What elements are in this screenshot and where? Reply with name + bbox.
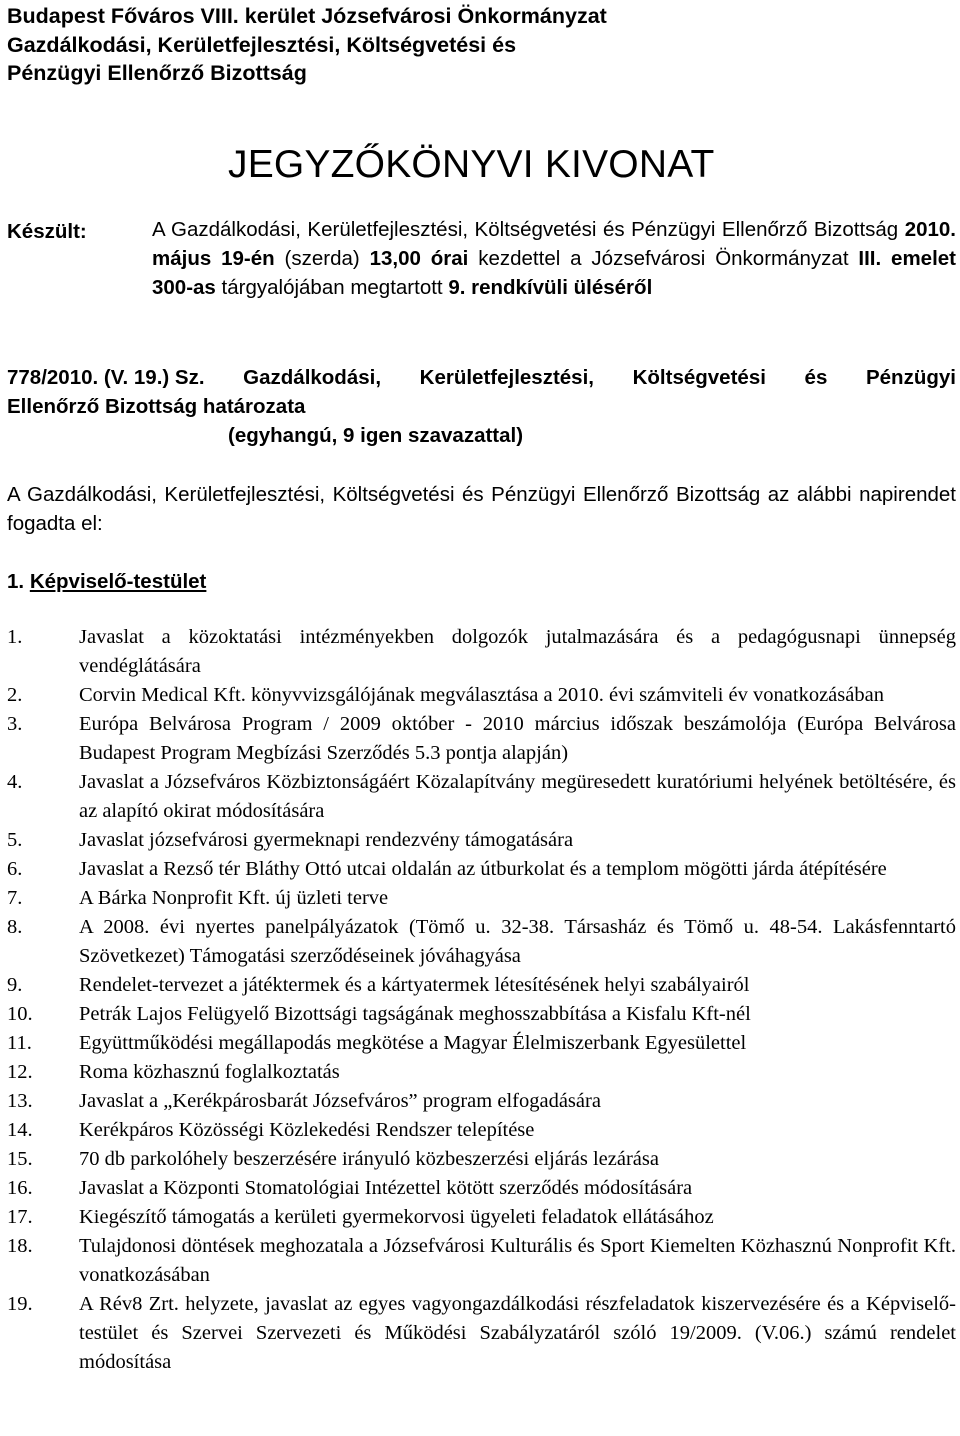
prepared-part-7: tárgyalójában megtartott xyxy=(215,276,449,299)
agenda-item xyxy=(0,1087,956,1116)
agenda-item-number: 13. xyxy=(7,1090,33,1112)
agenda-item-number: 7. xyxy=(7,887,23,909)
agenda-item xyxy=(0,826,956,855)
meeting-date: 2010. május 19-én xyxy=(152,218,956,270)
agenda-item-number: 10. xyxy=(7,1003,33,1025)
agenda-item-number: 8. xyxy=(7,916,23,938)
agenda-intro: A Gazdálkodási, Kerületfejlesztési, Költségvetési és Pénzügyi Ellenőrző Bizottság az alábbi napirendet fogadta el: xyxy=(7,483,956,535)
agenda-item-number: 4. xyxy=(7,771,23,793)
agenda-item-text: Európa Belvárosa Program / 2009 október - 2010 március időszak beszámolója (Európa Belvárosa Budapest Program Megbízási Szerződés 5.3 pontja alapján) xyxy=(79,713,956,764)
prepared-part-5: kezdettel a Józsefvárosi Önkormányzat xyxy=(468,247,859,270)
agenda-item-text: Javaslat józsefvárosi gyermeknapi rendezvény támogatására xyxy=(79,829,574,851)
agenda-item-text: Javaslat a közoktatási intézményekben dolgozók jutalmazására és a pedagógusnapi ünnepség vendéglátására xyxy=(79,626,956,677)
agenda-item-text: Javaslat a Rezső tér Bláthy Ottó utcai oldalán az útburkolat és a templom mögötti járda átépítésére xyxy=(79,858,887,880)
agenda-item-number: 1. xyxy=(7,626,23,648)
agenda-item-number: 12. xyxy=(7,1061,33,1083)
meeting-type-end: l xyxy=(646,276,653,299)
organization-header xyxy=(7,2,607,88)
agenda-item-text: Javaslat a Józsefváros Közbiztonságáért Közalapítvány megüresedett kuratóriumi helyének betöltésére, és az alapító okirat módosítására xyxy=(79,771,956,822)
agenda-item-number: 5. xyxy=(7,829,23,851)
agenda-item-number: 15. xyxy=(7,1148,33,1170)
agenda-item-text: Petrák Lajos Felügyelő Bizottsági tagságának meghosszabbítása a Kisfalu Kft-nél xyxy=(79,1003,751,1025)
agenda-item-number: 9. xyxy=(7,974,23,996)
agenda-item xyxy=(0,1203,956,1232)
agenda-item-number: 17. xyxy=(7,1206,33,1228)
agenda-item xyxy=(0,768,956,826)
agenda-item-number: 3. xyxy=(7,713,23,735)
decision-heading-cont: Ellenőrző Bizottság határozata xyxy=(7,395,306,418)
agenda-item xyxy=(0,855,956,884)
agenda-item-number: 14. xyxy=(7,1119,33,1141)
agenda-item xyxy=(0,1116,956,1145)
agenda-item-number: 6. xyxy=(7,858,23,880)
agenda-item xyxy=(0,1145,956,1174)
decision-vote: (egyhangú, 9 igen szavazattal) xyxy=(228,424,524,447)
prepared-part-3: (szerda) xyxy=(274,247,370,270)
agenda-item xyxy=(0,1232,956,1290)
meeting-type: 9. rendkívüli ülésérő xyxy=(448,276,647,299)
meeting-location: III. emelet 300-as xyxy=(152,247,956,299)
agenda-item-text: Roma közhasznú foglalkoztatás xyxy=(79,1061,340,1083)
agenda-item xyxy=(0,913,956,971)
agenda-item-text: A Bárka Nonprofit Kft. új üzleti terve xyxy=(79,887,389,909)
decision-word-1: Gazdálkodási, xyxy=(243,366,382,389)
decision-word-4: és xyxy=(804,366,828,389)
decision-word-5: Pénzügyi xyxy=(865,366,956,389)
agenda-list xyxy=(0,623,956,1377)
agenda-item xyxy=(0,971,956,1000)
agenda-item xyxy=(0,623,956,681)
agenda-item-number: 19. xyxy=(7,1293,33,1315)
section-number: 1. xyxy=(7,570,25,593)
agenda-item-text: Tulajdonosi döntések meghozatala a Józsefvárosi Kulturális és Sport Kiemelten Közhasznú Nonprofit Kft. vonatkozásában xyxy=(79,1235,956,1286)
agenda-item xyxy=(0,1174,956,1203)
header-line-2: Gazdálkodási, Kerületfejlesztési, Költségvetési és xyxy=(7,32,517,57)
prepared-description xyxy=(152,215,956,302)
agenda-item-text: Corvin Medical Kft. könyvvizsgálójának megválasztása a 2010. évi számviteli év vonatkozásában xyxy=(79,684,884,706)
agenda-item xyxy=(0,1290,956,1377)
decision-word-3: Költségvetési xyxy=(632,366,766,389)
agenda-item xyxy=(0,1029,956,1058)
prepared-label: Készült: xyxy=(7,220,87,243)
agenda-item-text: Együttműködési megállapodás megkötése a Magyar Élelmiszerbank Egyesülettel xyxy=(79,1032,747,1054)
decision-word-2: Kerületfejlesztési, xyxy=(419,366,594,389)
prepared-part-1: A Gazdálkodási, Kerületfejlesztési, Költségvetési és Pénzügyi Ellenőrző Bizottság xyxy=(152,218,905,241)
agenda-item xyxy=(0,1000,956,1029)
agenda-item xyxy=(0,1058,956,1087)
document-title: JEGYZŐKÖNYVI KIVONAT xyxy=(228,143,715,186)
agenda-item-text: 70 db parkolóhely beszerzésére irányuló közbeszerzési eljárás lezárása xyxy=(79,1148,659,1170)
agenda-item xyxy=(0,884,956,913)
agenda-item-text: Javaslat a Központi Stomatológiai Intézettel kötött szerződés módosítására xyxy=(79,1177,693,1199)
agenda-item-text: Rendelet-tervezet a játéktermek és a kártyatermek létesítésének helyi szabályairól xyxy=(79,974,750,996)
header-line-3: Pénzügyi Ellenőrző Bizottság xyxy=(7,61,307,85)
section-title: Képviselő-testület xyxy=(29,570,207,593)
agenda-item-number: 16. xyxy=(7,1177,33,1199)
meeting-time: 13,00 órai xyxy=(369,247,469,270)
agenda-item-number: 18. xyxy=(7,1235,33,1257)
agenda-item-text: Kerékpáros Közösségi Közlekedési Rendszer telepítése xyxy=(79,1119,535,1141)
agenda-item-text: A Rév8 Zrt. helyzete, javaslat az egyes vagyongazdálkodási részfeladatok kiszervezésére és a Képviselő-testület és Szervei Szervezeti és Működési Szabályzatáról szóló 19/2009. (V.06.) számú rendelet módosítása xyxy=(79,1293,956,1373)
agenda-item xyxy=(0,681,956,710)
decision-heading xyxy=(7,363,956,392)
agenda-item-text: Kiegészítő támogatás a kerületi gyermekorvosi ügyeleti feladatok ellátásához xyxy=(79,1206,714,1228)
agenda-item-text: Javaslat a „Kerékpárosbarát Józsefváros” program elfogadására xyxy=(79,1090,601,1112)
decision-number: 778/2010. (V. 19.) Sz. xyxy=(7,366,205,389)
agenda-item-number: 11. xyxy=(7,1032,32,1054)
agenda-item xyxy=(0,710,956,768)
agenda-item-text: A 2008. évi nyertes panelpályázatok (Tömő u. 32-38. Társasház és Tömő u. 48-54. Lakásfenntartó Szövetkezet) Támogatási szerződéseinek jóváhagyása xyxy=(79,916,956,967)
section-heading xyxy=(7,567,206,596)
agenda-item-number: 2. xyxy=(7,684,23,706)
header-line-1: Budapest Főváros VIII. kerület Józsefvárosi Önkormányzat xyxy=(7,4,607,28)
